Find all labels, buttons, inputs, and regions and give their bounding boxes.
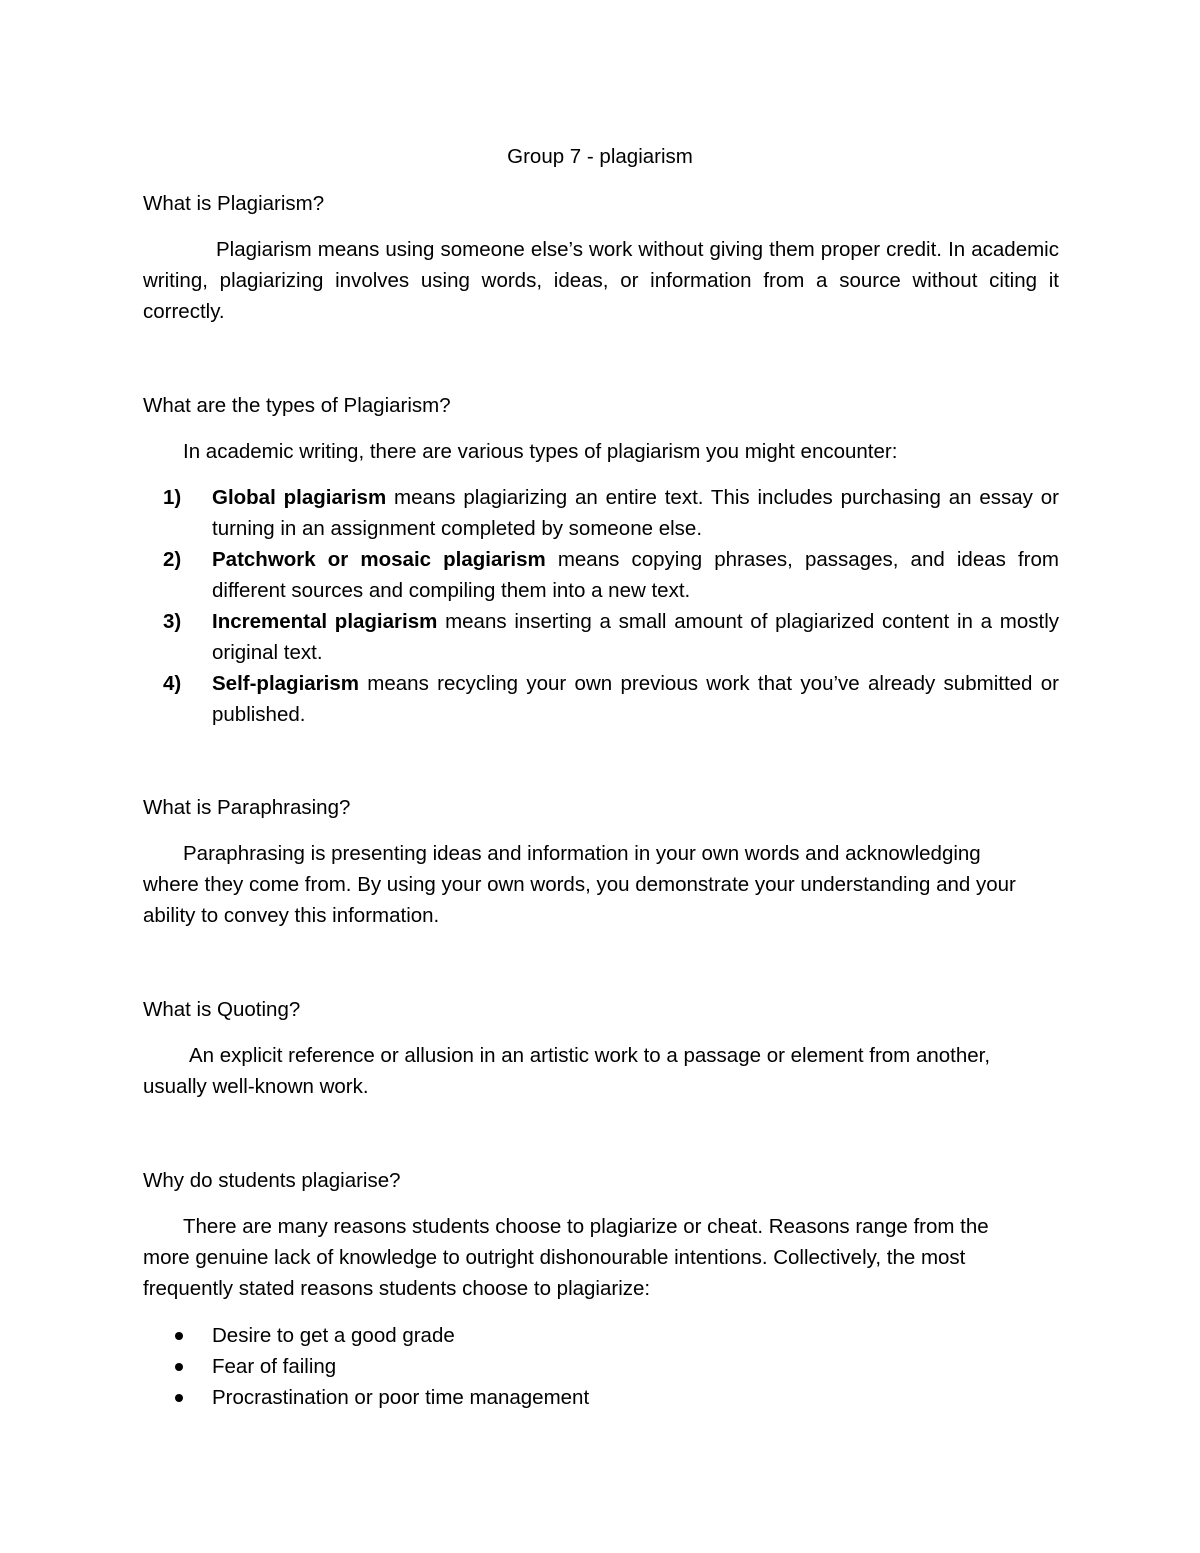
paragraph-types-intro: In academic writing, there are various types of plagiarism you might encounter: bbox=[183, 440, 898, 463]
plagiarism-types-list bbox=[143, 482, 1059, 730]
paragraph-quoting-definition: An explicit reference or allusion in an artistic work to a passage or element from another, usually well-known work. bbox=[143, 1044, 991, 1098]
list-item bbox=[143, 482, 1059, 544]
heading-what-is-paraphrasing: What is Paraphrasing? bbox=[143, 796, 351, 819]
paragraph-reasons: There are many reasons students choose to plagiarize or cheat. Reasons range from the more genuine lack of knowledge to outright dishonourable intentions. Collectively, the most frequently stated reasons students choose to plagiarize: bbox=[143, 1215, 989, 1300]
list-item bbox=[143, 1382, 1059, 1413]
document-title: Group 7 - plagiarism bbox=[507, 145, 693, 168]
list-item bbox=[143, 544, 1059, 606]
list-item-text: means inserting a small amount of plagiarized content in a mostly original text. bbox=[212, 610, 1059, 664]
list-item bbox=[143, 606, 1059, 668]
list-item-text: Desire to get a good grade bbox=[212, 1324, 455, 1347]
bullet-icon bbox=[175, 1332, 183, 1340]
list-item-term: Self-plagiarism bbox=[212, 672, 359, 695]
list-item-text: Fear of failing bbox=[212, 1355, 337, 1378]
heading-what-is-quoting: What is Quoting? bbox=[143, 998, 301, 1021]
list-item-text: means copying phrases, passages, and ideas from different sources and compiling them into a new text. bbox=[212, 548, 1059, 602]
list-item-number: 4) bbox=[163, 672, 182, 695]
list-item-term: Patchwork or mosaic plagiarism bbox=[212, 548, 546, 571]
list-item-text: Procrastination or poor time management bbox=[212, 1386, 590, 1409]
reasons-bullet-list bbox=[143, 1320, 1059, 1413]
list-item-text: means plagiarizing an entire text. This includes purchasing an essay or turning in an assignment completed by someone else. bbox=[212, 486, 1059, 540]
bullet-icon bbox=[175, 1363, 183, 1371]
list-item bbox=[143, 1320, 1059, 1351]
heading-what-is-plagiarism: What is Plagiarism? bbox=[143, 192, 325, 215]
list-item-number: 1) bbox=[163, 486, 182, 509]
heading-types-of-plagiarism: What are the types of Plagiarism? bbox=[143, 394, 451, 417]
list-item bbox=[143, 1351, 1059, 1382]
paragraph-paraphrasing-definition: Paraphrasing is presenting ideas and information in your own words and acknowledging where they come from. By using your own words, you demonstrate your understanding and your ability to convey this information. bbox=[143, 842, 1016, 927]
list-item bbox=[143, 668, 1059, 730]
list-item-text: means recycling your own previous work that you’ve already submitted or published. bbox=[212, 672, 1059, 726]
heading-why-students-plagiarise: Why do students plagiarise? bbox=[143, 1169, 401, 1192]
list-item-term: Incremental plagiarism bbox=[212, 610, 438, 633]
list-item-number: 2) bbox=[163, 548, 182, 571]
paragraph-plagiarism-definition: Plagiarism means using someone else’s work without giving them proper credit. In academic writing, plagiarizing involves using words, ideas, or information from a source without citing it correctly. bbox=[143, 238, 1059, 323]
bullet-icon bbox=[175, 1394, 183, 1402]
list-item-term: Global plagiarism bbox=[212, 486, 387, 509]
list-item-number: 3) bbox=[163, 610, 182, 633]
